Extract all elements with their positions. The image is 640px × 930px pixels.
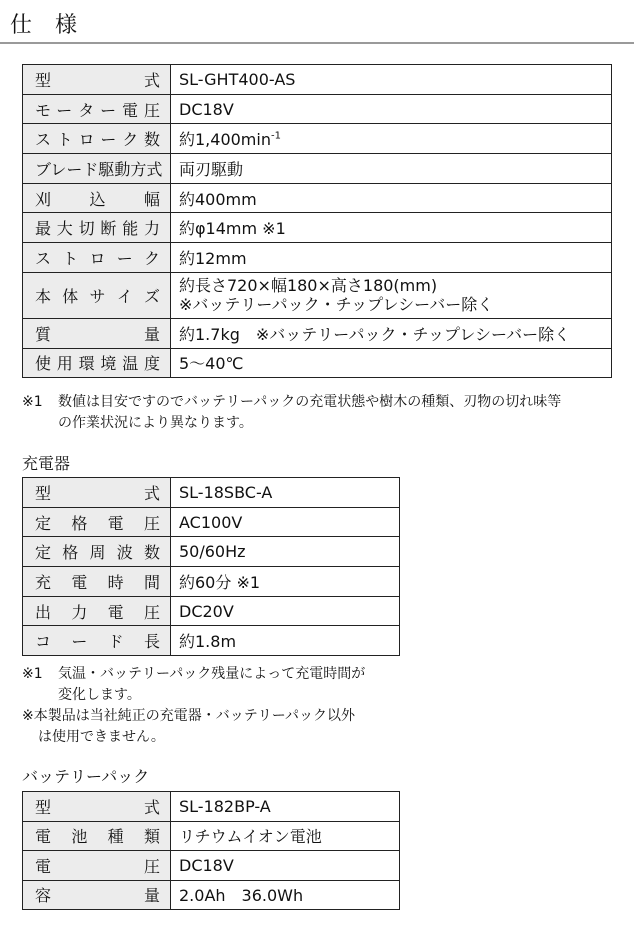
spec-value-motor-voltage: DC18V <box>171 94 612 124</box>
table-row <box>23 154 612 184</box>
battery-label-model: 型 式 <box>23 792 171 822</box>
stroke-count-unit-exponent: -1 <box>270 130 281 142</box>
charger-value-model: SL-18SBC-A <box>171 478 400 508</box>
footnote-line-1: 数値は目安ですのでバッテリーパックの充電状態や樹木の種類、刃物の切れ味等 <box>58 394 562 410</box>
spec-label-blade-drive: ブレード駆動方式 <box>23 154 171 184</box>
table-row <box>23 348 612 378</box>
charger-footnote-2-line-2: は使用できません。 <box>38 729 165 745</box>
table-row <box>23 537 400 567</box>
footnote-line-2: の作業状況により異なります。 <box>58 415 253 431</box>
spec-label-temperature: 使用環境温度 <box>23 348 171 378</box>
charger-footnote-2-line-1: ※本製品は当社純正の充電器・バッテリーパック以外 <box>22 708 356 724</box>
spec-value-blade-drive: 両刃駆動 <box>171 154 612 184</box>
table-row <box>23 124 612 154</box>
charger-footnotes <box>22 664 422 748</box>
table-row <box>23 626 400 656</box>
charger-label-frequency: 定格周波数 <box>23 537 171 567</box>
table-row <box>23 478 400 508</box>
spec-value-mass: 約1.7kg ※バッテリーパック・チップレシーバー除く <box>171 318 612 348</box>
battery-spec-table <box>22 791 400 910</box>
spec-label-max-cut: 最大切断能力 <box>23 213 171 243</box>
table-row <box>23 567 400 597</box>
body-size-note: ※バッテリーパック・チップレシーバー除く <box>179 295 494 315</box>
charger-label-cord-length: コ ー ド 長 <box>23 626 171 656</box>
charger-footnote-1-line-1: 気温・バッテリーパック残量によって充電時間が <box>58 666 366 682</box>
battery-value-type: リチウムイオン電池 <box>171 821 400 851</box>
charger-value-output-voltage: DC20V <box>171 596 400 626</box>
spec-value-cutting-width: 約400mm <box>171 183 612 213</box>
battery-label-capacity: 容 量 <box>23 880 171 910</box>
table-row <box>23 213 612 243</box>
spec-label-model: 型 式 <box>23 65 171 95</box>
charger-footnote-1-line-2: 変化します。 <box>58 687 141 703</box>
battery-label-voltage: 電 圧 <box>23 851 171 881</box>
spec-value-stroke: 約12mm <box>171 243 612 273</box>
spec-label-body-size: 本 体 サ イ ズ <box>23 272 171 318</box>
charger-label-output-voltage: 出 力 電 圧 <box>23 596 171 626</box>
spec-value-temperature: 5～40℃ <box>171 348 612 378</box>
main-spec-table <box>22 64 612 378</box>
title-divider <box>0 42 634 44</box>
battery-value-model: SL-182BP-A <box>171 792 400 822</box>
table-row <box>23 880 400 910</box>
spec-value-max-cut: 約φ14mm ※1 <box>171 213 612 243</box>
battery-value-capacity: 2.0Ah 36.0Wh <box>171 880 400 910</box>
spec-label-cutting-width: 刈 込 幅 <box>23 183 171 213</box>
charger-heading: 充電器 <box>22 454 71 473</box>
spec-label-stroke: ス ト ロ ー ク <box>23 243 171 273</box>
charger-footnote-mark: ※1 <box>22 666 43 682</box>
charger-value-rated-voltage: AC100V <box>171 507 400 537</box>
table-row <box>23 183 612 213</box>
table-row <box>23 507 400 537</box>
spec-value-stroke-count <box>171 124 612 154</box>
body-size-dimensions: 約長さ720×幅180×高さ180(mm) <box>179 276 438 296</box>
table-row <box>23 318 612 348</box>
table-row <box>23 792 400 822</box>
main-spec-footnote <box>22 392 622 434</box>
charger-label-charge-time: 充 電 時 間 <box>23 567 171 597</box>
spec-label-motor-voltage: モーター電圧 <box>23 94 171 124</box>
charger-value-charge-time: 約60分 ※1 <box>171 567 400 597</box>
table-row <box>23 596 400 626</box>
battery-label-type: 電 池 種 類 <box>23 821 171 851</box>
table-row <box>23 65 612 95</box>
spec-value-model: SL-GHT400-AS <box>171 65 612 95</box>
footnote-mark: ※1 <box>22 394 43 410</box>
table-row <box>23 243 612 273</box>
charger-value-frequency: 50/60Hz <box>171 537 400 567</box>
spec-value-body-size <box>171 272 612 318</box>
charger-label-model: 型 式 <box>23 478 171 508</box>
table-row <box>23 851 400 881</box>
spec-label-mass: 質 量 <box>23 318 171 348</box>
table-row <box>23 272 612 318</box>
charger-value-cord-length: 約1.8m <box>171 626 400 656</box>
table-row <box>23 821 400 851</box>
spec-label-stroke-count: ストローク数 <box>23 124 171 154</box>
page-title: 仕 様 <box>10 13 85 38</box>
battery-value-voltage: DC18V <box>171 851 400 881</box>
battery-heading: バッテリーパック <box>22 767 150 786</box>
stroke-count-value: 約1,400min <box>179 130 271 150</box>
table-row <box>23 94 612 124</box>
charger-label-rated-voltage: 定 格 電 圧 <box>23 507 171 537</box>
charger-spec-table <box>22 477 400 656</box>
